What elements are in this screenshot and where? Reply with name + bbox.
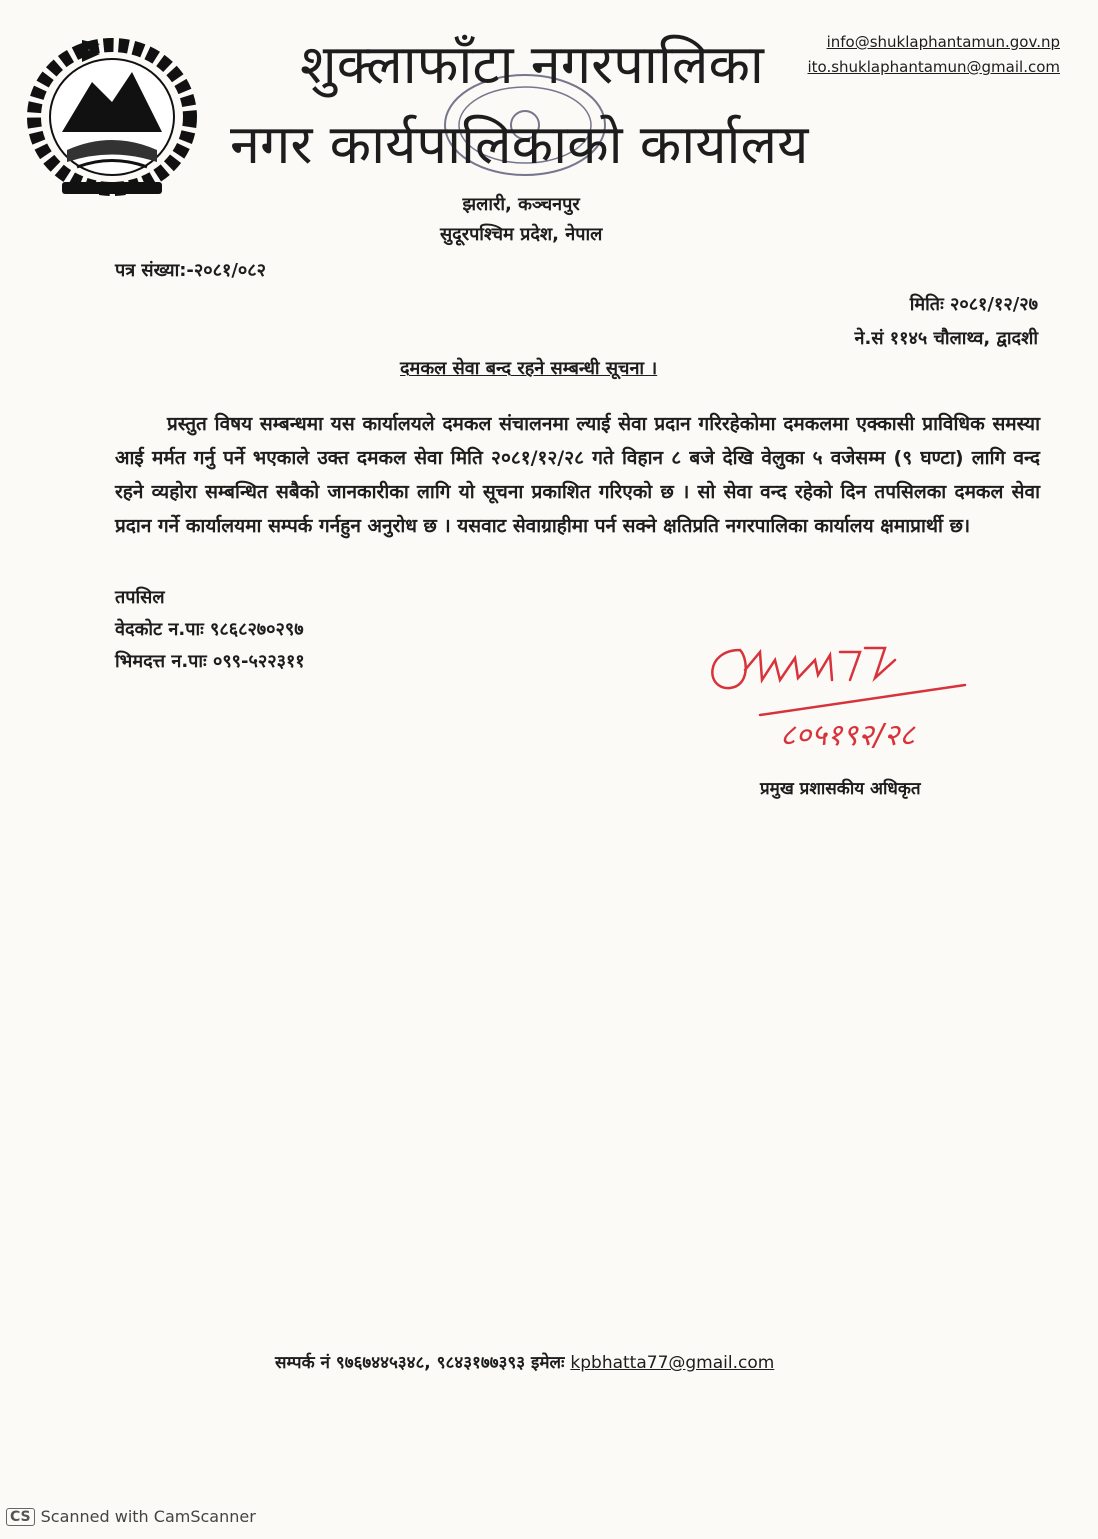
nepal-sambat-date: ने.सं ११४५ चौलाथ्व, द्वादशी xyxy=(854,328,1038,349)
tapasil-item: भिमदत्त न.पाः ०९९-५२२३११ xyxy=(115,651,305,672)
nepal-emblem-icon xyxy=(22,22,202,197)
officer-title: प्रमुख प्रशासकीय अधिकृत xyxy=(760,779,921,799)
letter-body: प्रस्तुत विषय सम्बन्धमा यस कार्यालयले दमकल संचालनमा ल्याई सेवा प्रदान गरिरहेकोमा दमकलमा एक्कासी प्राविधिक समस्या आई मर्मत गर्नु पर्ने भएकाले उक्त दमकल सेवा मिति २०८१/१२/२८ गते विहान ८ बजे देखि वेलुका ५ वजेसम्म (९ घण्टा) लागि वन्द रहने व्यहोरा सम्बन्धित सबैको जानकारीका लागि यो सूचना प्रकाशित गरिएको छ । सो सेवा वन्द रहेको दिन तपसिलका दमकल सेवा प्रदान गर्ने कार्यालयमा सम्पर्क गर्नहुन अनुरोध छ । यसवाट सेवाग्राहीमा पर्न सक्ने क्षतिप्रति नगरपालिका कार्यालय क्षमाप्रार्थी छ। xyxy=(115,413,1040,537)
tapasil-section xyxy=(115,582,305,678)
email-link-info[interactable]: info@shuklaphantamun.gov.np xyxy=(826,33,1060,51)
tapasil-heading: तपसिल xyxy=(115,587,165,608)
office-name: नगर कार्यपालिकाको कार्यालय xyxy=(230,113,809,176)
handwritten-signature xyxy=(700,630,980,750)
address-line: सुदूरपश्चिम प्रदेश, नेपाल xyxy=(440,224,603,245)
signature-date: ८०५१९२/२८ xyxy=(780,718,915,750)
address-line: झलारी, कञ्चनपुर xyxy=(462,194,580,215)
camscanner-icon: CS xyxy=(6,1508,35,1526)
letter-subject: दमकल सेवा बन्द रहने सम्बन्धी सूचना । xyxy=(400,358,658,379)
page-footer xyxy=(275,1350,774,1373)
contact-emails xyxy=(808,30,1061,80)
email-link-ito[interactable]: ito.shuklaphantamun@gmail.com xyxy=(807,58,1060,76)
tapasil-item: वेदकोट न.पाः ९८६८२७०२९७ xyxy=(115,619,304,640)
office-address xyxy=(440,190,602,250)
camscanner-watermark xyxy=(6,1507,256,1526)
footer-email-link[interactable]: kpbhatta77@gmail.com xyxy=(570,1353,775,1373)
camscanner-text: Scanned with CamScanner xyxy=(40,1507,256,1526)
letter-dates xyxy=(855,288,1038,356)
footer-contact: सम्पर्क नं ९७६७४४५३४८, ९८४३१७७३९३ इमेलः xyxy=(275,1353,565,1373)
letter-date: मितिः २०८१/१२/२७ xyxy=(909,294,1038,315)
reference-number: पत्र संख्या:-२०८१/०८२ xyxy=(115,260,266,281)
org-name: शुक्लाफाँटा नगरपालिका xyxy=(300,33,764,96)
